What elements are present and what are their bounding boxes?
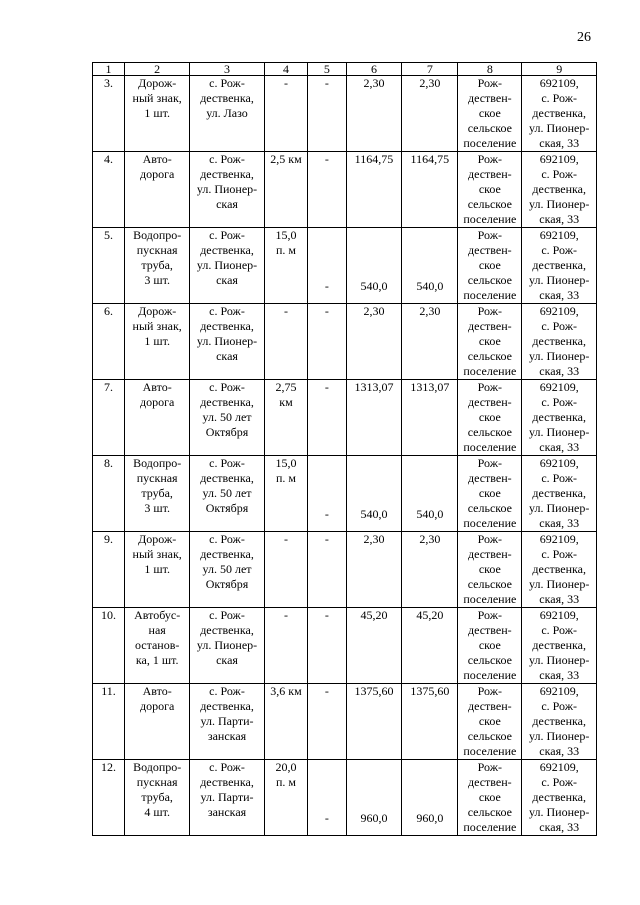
row-number-cell: 11.: [93, 684, 125, 760]
length-cell: -: [264, 304, 307, 380]
length-cell: 2,5 км: [264, 152, 307, 228]
value-cell: 2,30: [346, 76, 402, 152]
object-name-cell: Водопро- пускная труба, 4 шт.: [125, 760, 190, 836]
value-cell: 2,30: [346, 304, 402, 380]
row-number-cell: 7.: [93, 380, 125, 456]
column-5-cell: -: [308, 304, 346, 380]
address-cell: 692109, с. Рож- дественка, ул. Пионер- ская, 33: [522, 532, 597, 608]
property-table: [92, 62, 597, 836]
length-cell: 15,0 п. м: [264, 456, 307, 532]
header-cell: 5: [308, 63, 346, 76]
length-cell: -: [264, 76, 307, 152]
length-cell: 3,6 км: [264, 684, 307, 760]
row-number-cell: 10.: [93, 608, 125, 684]
header-cell: 7: [402, 63, 458, 76]
table-row: [93, 228, 597, 304]
owner-cell: Рож- дествен- ское сельское поселение: [458, 684, 522, 760]
owner-cell: Рож- дествен- ское сельское поселение: [458, 760, 522, 836]
header-cell: 4: [264, 63, 307, 76]
object-name-cell: Дорож- ный знак, 1 шт.: [125, 304, 190, 380]
table-row: [93, 76, 597, 152]
object-name-cell: Дорож- ный знак, 1 шт.: [125, 532, 190, 608]
address-cell: 692109, с. Рож- дественка, ул. Пионер- ская, 33: [522, 152, 597, 228]
value-cell: 540,0: [402, 228, 458, 304]
column-5-cell: -: [308, 684, 346, 760]
header-cell: 8: [458, 63, 522, 76]
value-cell: 2,30: [402, 304, 458, 380]
owner-cell: Рож- дествен- ское сельское поселение: [458, 152, 522, 228]
column-5-cell: -: [308, 608, 346, 684]
address-cell: 692109, с. Рож- дественка, ул. Пионер- ская, 33: [522, 684, 597, 760]
header-cell: 9: [522, 63, 597, 76]
header-cell: 6: [346, 63, 402, 76]
value-cell: 960,0: [346, 760, 402, 836]
object-name-cell: Дорож- ный знак, 1 шт.: [125, 76, 190, 152]
table-row: [93, 684, 597, 760]
value-cell: 1164,75: [346, 152, 402, 228]
row-number-cell: 3.: [93, 76, 125, 152]
address-cell: 692109, с. Рож- дественка, ул. Пионер- ская, 33: [522, 304, 597, 380]
address-cell: 692109, с. Рож- дественка, ул. Пионер- ская, 33: [522, 380, 597, 456]
length-cell: -: [264, 532, 307, 608]
object-name-cell: Авто- дорога: [125, 152, 190, 228]
header-row: [93, 63, 597, 76]
location-cell: с. Рож- дественка, ул. 50 лет Октября: [190, 532, 265, 608]
location-cell: с. Рож- дественка, ул. Пионер- ская: [190, 608, 265, 684]
column-5-cell: -: [308, 152, 346, 228]
table-row: [93, 760, 597, 836]
address-cell: 692109, с. Рож- дественка, ул. Пионер- ская, 33: [522, 76, 597, 152]
table-row: [93, 152, 597, 228]
location-cell: с. Рож- дественка, ул. Пионер- ская: [190, 152, 265, 228]
location-cell: с. Рож- дественка, ул. 50 лет Октября: [190, 456, 265, 532]
value-cell: 540,0: [402, 456, 458, 532]
table-row: [93, 304, 597, 380]
length-cell: 20,0 п. м: [264, 760, 307, 836]
owner-cell: Рож- дествен- ское сельское поселение: [458, 532, 522, 608]
value-cell: 1164,75: [402, 152, 458, 228]
address-cell: 692109, с. Рож- дественка, ул. Пионер- ская, 33: [522, 760, 597, 836]
owner-cell: Рож- дествен- ское сельское поселение: [458, 380, 522, 456]
table-row: [93, 456, 597, 532]
header-cell: 2: [125, 63, 190, 76]
column-5-cell: -: [308, 532, 346, 608]
object-name-cell: Авто- дорога: [125, 684, 190, 760]
column-5-cell: -: [308, 456, 346, 532]
address-cell: 692109, с. Рож- дественка, ул. Пионер- ская, 33: [522, 456, 597, 532]
header-cell: 3: [190, 63, 265, 76]
object-name-cell: Автобус- ная останов- ка, 1 шт.: [125, 608, 190, 684]
location-cell: с. Рож- дественка, ул. Пионер- ская: [190, 304, 265, 380]
column-5-cell: -: [308, 380, 346, 456]
row-number-cell: 6.: [93, 304, 125, 380]
object-name-cell: Водопро- пускная труба, 3 шт.: [125, 456, 190, 532]
address-cell: 692109, с. Рож- дественка, ул. Пионер- ская, 33: [522, 228, 597, 304]
location-cell: с. Рож- дественка, ул. Пионер- ская: [190, 228, 265, 304]
row-number-cell: 4.: [93, 152, 125, 228]
owner-cell: Рож- дествен- ское сельское поселение: [458, 304, 522, 380]
length-cell: 15,0 п. м: [264, 228, 307, 304]
table-row: [93, 532, 597, 608]
page-number: 26: [577, 30, 591, 45]
location-cell: с. Рож- дественка, ул. Парти- занская: [190, 760, 265, 836]
value-cell: 2,30: [346, 532, 402, 608]
value-cell: 960,0: [402, 760, 458, 836]
row-number-cell: 5.: [93, 228, 125, 304]
address-cell: 692109, с. Рож- дественка, ул. Пионер- ская, 33: [522, 608, 597, 684]
row-number-cell: 9.: [93, 532, 125, 608]
row-number-cell: 12.: [93, 760, 125, 836]
value-cell: 540,0: [346, 228, 402, 304]
value-cell: 2,30: [402, 76, 458, 152]
owner-cell: Рож- дествен- ское сельское поселение: [458, 456, 522, 532]
value-cell: 1313,07: [346, 380, 402, 456]
value-cell: 1313,07: [402, 380, 458, 456]
table-row: [93, 608, 597, 684]
location-cell: с. Рож- дественка, ул. Лазо: [190, 76, 265, 152]
length-cell: -: [264, 608, 307, 684]
location-cell: с. Рож- дественка, ул. 50 лет Октября: [190, 380, 265, 456]
column-5-cell: -: [308, 760, 346, 836]
object-name-cell: Водопро- пускная труба, 3 шт.: [125, 228, 190, 304]
location-cell: с. Рож- дественка, ул. Парти- занская: [190, 684, 265, 760]
value-cell: 1375,60: [402, 684, 458, 760]
column-5-cell: -: [308, 76, 346, 152]
value-cell: 45,20: [346, 608, 402, 684]
row-number-cell: 8.: [93, 456, 125, 532]
owner-cell: Рож- дествен- ское сельское поселение: [458, 608, 522, 684]
table-row: [93, 380, 597, 456]
object-name-cell: Авто- дорога: [125, 380, 190, 456]
value-cell: 1375,60: [346, 684, 402, 760]
length-cell: 2,75 км: [264, 380, 307, 456]
owner-cell: Рож- дествен- ское сельское поселение: [458, 76, 522, 152]
owner-cell: Рож- дествен- ское сельское поселение: [458, 228, 522, 304]
value-cell: 45,20: [402, 608, 458, 684]
column-5-cell: -: [308, 228, 346, 304]
value-cell: 2,30: [402, 532, 458, 608]
value-cell: 540,0: [346, 456, 402, 532]
header-cell: 1: [93, 63, 125, 76]
